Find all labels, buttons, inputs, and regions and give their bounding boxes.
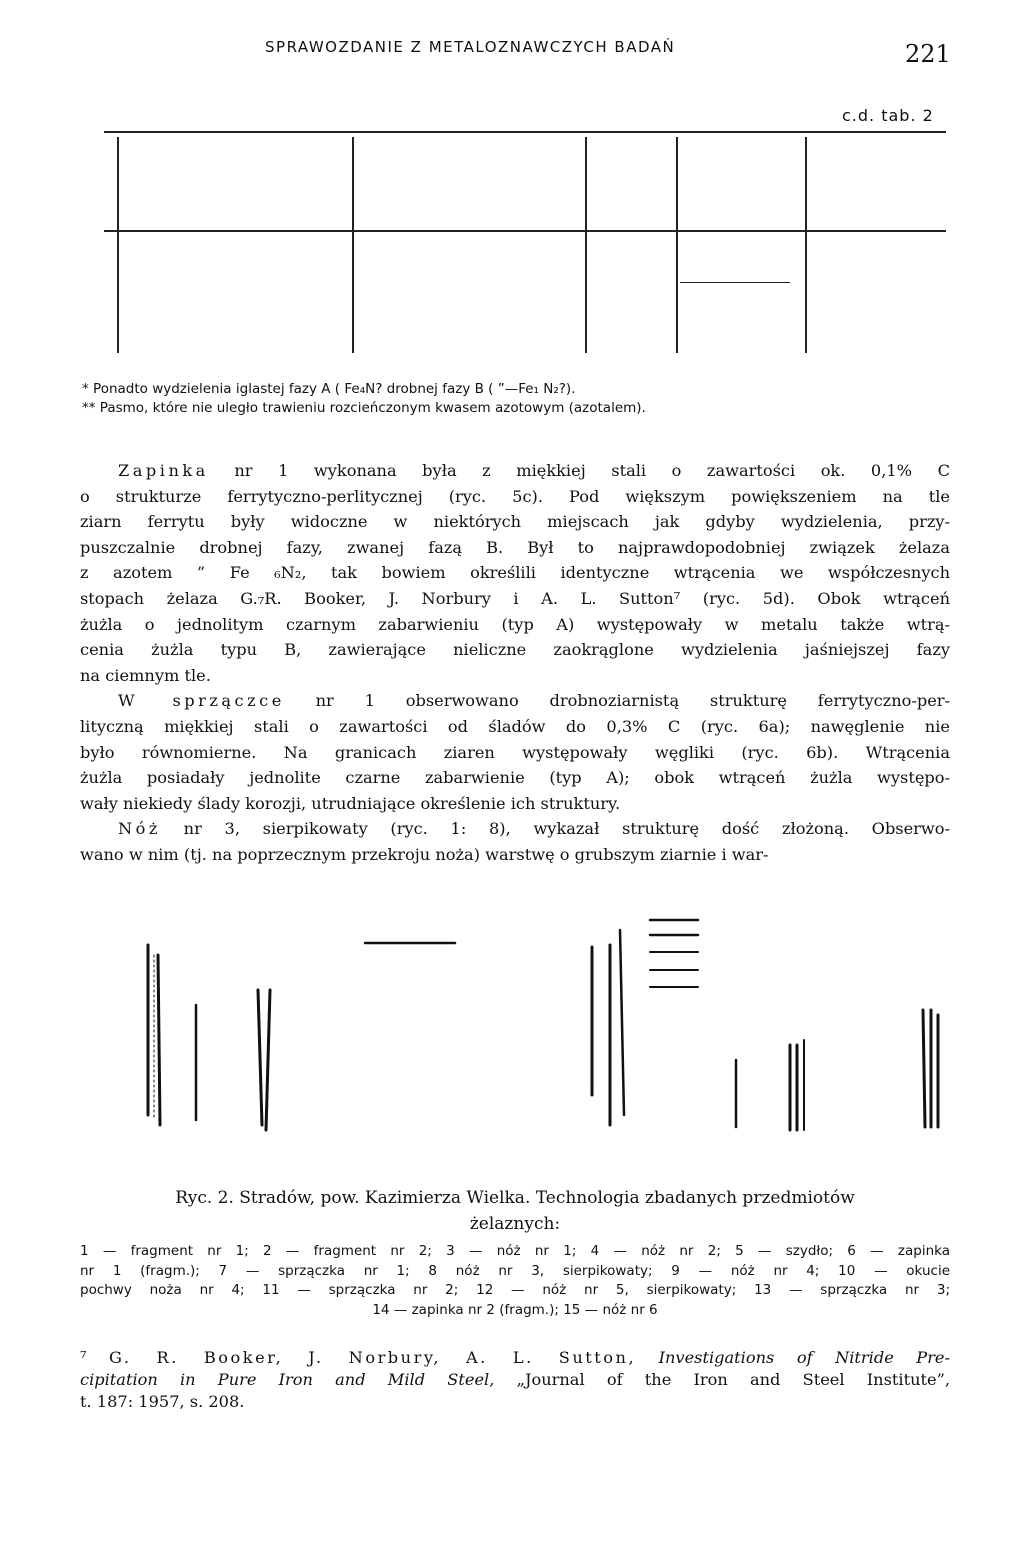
paragraph-line: ziarn ferrytu były widoczne w niektórych miejscach jak gdyby wydzielenia, przy- — [80, 512, 950, 532]
paragraph-line: było równomierne. Na granicach ziaren występowały węgliki (ryc. 6b). Wtrącenia — [80, 742, 950, 762]
legend-line: pochwy noża nr 4; 11 — sprzączka nr 2; 12 — nóż nr 5, sierpikowaty; 13 — sprzączka nr 3; — [80, 1282, 950, 1298]
paragraph-line: wały niekiedy ślady korozji, utrudniające określenie ich struktury. — [80, 793, 621, 813]
footnote-journal: „Journal of the Iron and Steel Institute”, — [516, 1370, 951, 1389]
footnote-title: cipitation in Pure Iron and Mild Steel, — [80, 1370, 495, 1389]
paragraph-line: z azotem ” Fe ₆N₂, tak bowiem określili identyczne wtrącenia we współczesnych — [80, 563, 950, 583]
paragraph-line: stopach żelaza G.₇R. Booker, J. Norbury i A. L. Sutton⁷ (ryc. 5d). Obok wtrąceń — [80, 588, 950, 608]
paragraph-line: o strukturze ferrytyczno-perlitycznej (ryc. 5c). Pod większym powiększeniem na tle — [80, 486, 950, 506]
paragraph-line: żużla o jednolitym czarnym zabarwieniu (typ A) występowały w metalu także wtrą- — [80, 614, 950, 634]
figure-item-3 — [258, 990, 262, 1125]
figure-item-10 — [923, 1010, 925, 1127]
paragraph-line: Nóż nr 3, sierpikowaty (ryc. 1: 8), wykazał strukturę dość złożoną. Obserwo- — [118, 819, 950, 839]
table-footnotes — [82, 380, 962, 418]
subject-heading: W sprzączce — [118, 691, 285, 711]
paragraph-line: cenia żużla typu B, zawierające nieliczne zaokrąglone wydzielenia jaśniejszej fazy — [80, 640, 950, 660]
technology-figure — [100, 915, 960, 1165]
legend-line: 1 — fragment nr 1; 2 — fragment nr 2; 3 — nóż nr 1; 4 — nóż nr 2; 5 — szydło; 6 — zapinka — [80, 1243, 950, 1259]
page-number: 221 — [905, 40, 951, 68]
paragraph-line: wano w nim (tj. na poprzecznym przekroju noża) warstwę o grubszym ziarnie i war- — [80, 844, 769, 864]
paragraph-line: na ciemnym tle. — [80, 665, 211, 685]
footnote-marker: ⁷ — [80, 1348, 87, 1367]
subject-heading: Zapinka — [118, 461, 209, 480]
table-footnote-2: ** Pasmo, które nie uległo trawieniu rozcieńczonym kwasem azotowym (azotalem). — [82, 400, 646, 416]
table-footnote-1: * Ponadto wydzielenia iglastej fazy A ( Fe₄N? drobnej fazy B ( ”—Fe₁ N₂?). — [82, 381, 576, 397]
paragraph-line: żużla posiadały jednolite czarne zabarwienie (typ A); obok wtrąceń żużla występo- — [80, 768, 950, 788]
footnote-reference: t. 187: 1957, s. 208. — [80, 1392, 245, 1411]
legend-line: 14 — zapinka nr 2 (fragm.); 15 — nóż nr 6 — [372, 1301, 658, 1318]
figure-legend — [80, 1242, 950, 1320]
table-grid — [0, 0, 1024, 380]
paragraph-line: W sprzączce nr 1 obserwowano drobnoziarnistą strukturę ferrytyczno-per- — [118, 691, 950, 711]
figure-caption — [80, 1185, 950, 1237]
footnote-line — [80, 1347, 950, 1369]
figure-caption-line: żelaznych: — [469, 1214, 561, 1234]
paragraph-line: puszczalnie drobnej fazy, zwanej fazą B. Był to najprawdopodobniej związek żelaza — [80, 537, 950, 557]
body-text — [80, 458, 950, 868]
legend-line: nr 1 (fragm.); 7 — sprzączka nr 1; 8 nóż nr 3, sierpikowaty; 9 — nóż nr 4; 10 — okucie — [80, 1262, 950, 1279]
footnote-7 — [80, 1347, 950, 1413]
table-continuation-label: c.d. tab. 2 — [842, 106, 934, 125]
footnote-title: Investigations of Nitride Pre- — [658, 1348, 950, 1367]
paragraph-line: Zapinka nr 1 wykonana była z miękkiej stali o zawartości ok. 0,1% C — [118, 461, 950, 480]
footnote-authors: G. R. Booker, J. Norbury, A. L. Sutton, — [109, 1348, 637, 1367]
paragraph-line: lityczną miękkiej stali o zawartości od śladów do 0,3% C (ryc. 6a); nawęglenie nie — [80, 716, 950, 736]
figure-caption-line: Ryc. 2. Stradów, pow. Kazimierza Wielka. Technologia zbadanych przedmiotów — [175, 1188, 855, 1208]
subject-heading: Nóż — [118, 819, 161, 839]
running-title: SPRAWOZDANIE Z METALOZNAWCZYCH BADAŃ — [265, 38, 676, 56]
footnote-line — [80, 1369, 950, 1391]
